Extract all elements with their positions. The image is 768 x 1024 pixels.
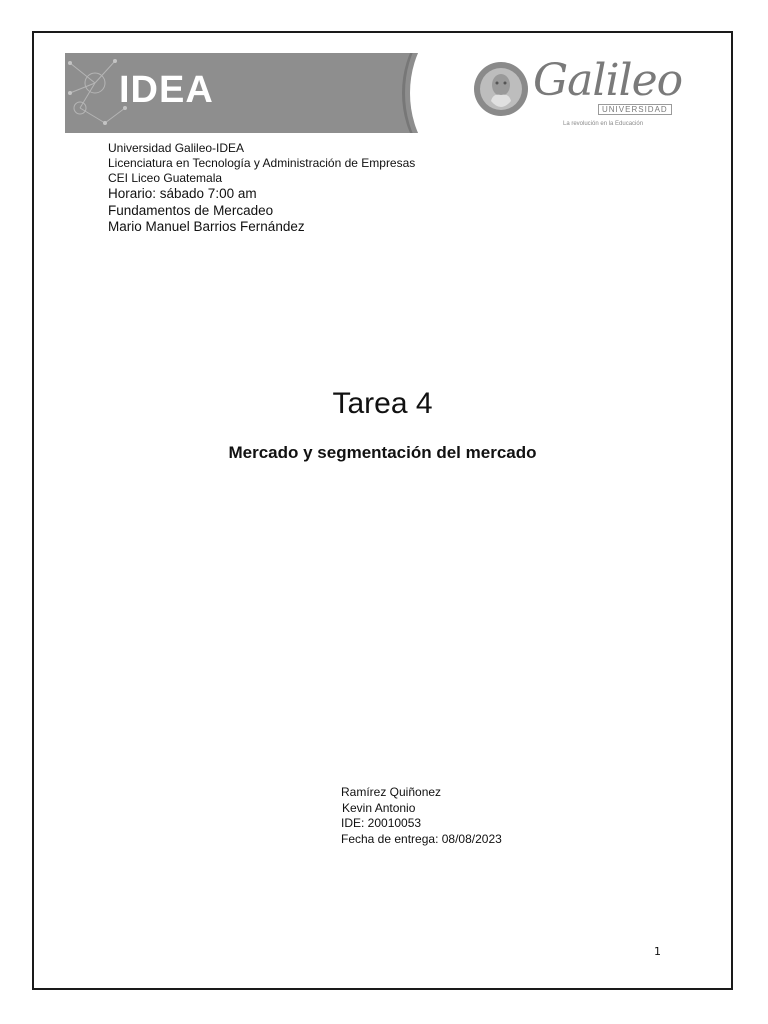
page-number: 1: [654, 945, 661, 958]
student-id: IDE: 20010053: [341, 816, 422, 830]
student-info: [341, 785, 502, 847]
student-given-name: Kevin Antonio: [342, 800, 416, 815]
galileo-logo: [473, 53, 683, 135]
idea-logo-banner: [65, 53, 470, 133]
schedule: Horario: sábado 7:00 am: [108, 186, 257, 201]
institution-info: [108, 141, 415, 236]
banner-curve: [410, 53, 470, 133]
course-name: Fundamentos de Mercadeo: [108, 202, 274, 218]
document-title: Tarea 4: [332, 387, 433, 420]
idea-logo-text: IDEA: [119, 69, 214, 111]
galileo-logo-text: Galileo: [533, 55, 683, 106]
galileo-seal-icon: [473, 61, 529, 117]
student-surname: Ramírez Quiñonez: [341, 785, 442, 799]
universidad-label: UNIVERSIDAD: [598, 104, 672, 115]
due-date: Fecha de entrega: 08/08/2023: [341, 831, 502, 846]
document-subtitle: Mercado y segmentación del mercado: [228, 443, 537, 462]
university-name: Universidad Galileo-IDEA: [108, 141, 245, 155]
degree-program: Licenciatura en Tecnología y Administración de Empresas: [108, 156, 416, 170]
header-banner: [65, 53, 683, 135]
galileo-tagline: La revolución en la Educación: [563, 121, 644, 127]
document-page: [32, 31, 733, 990]
campus-name: CEI Liceo Guatemala: [108, 171, 223, 185]
instructor-name: Mario Manuel Barrios Fernández: [108, 219, 305, 234]
